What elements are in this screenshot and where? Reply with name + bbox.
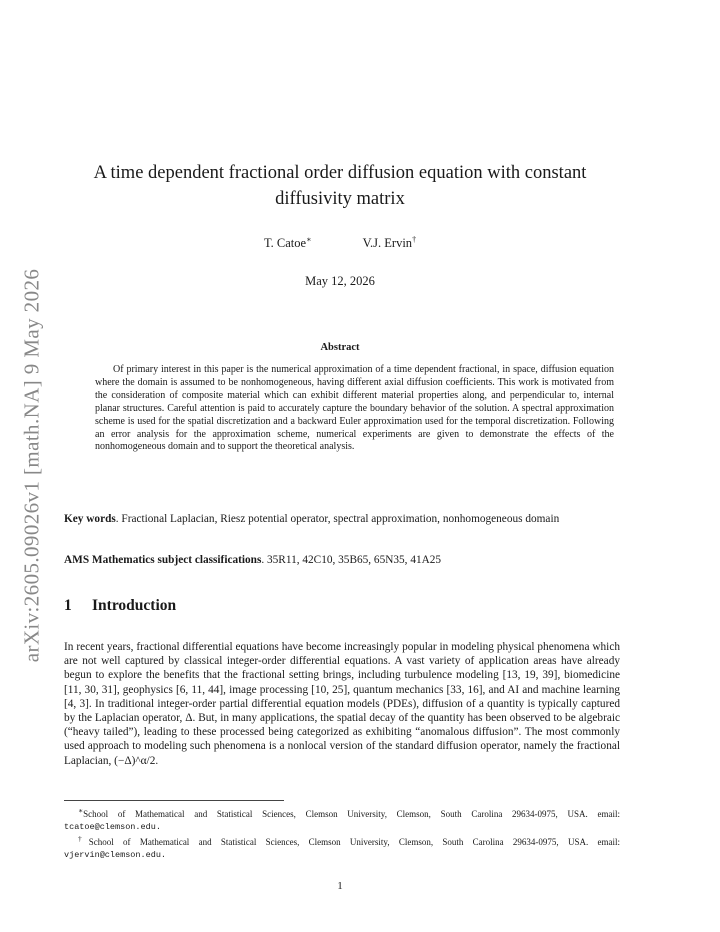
ams-classifications [64,553,620,568]
ams-label: AMS Mathematics subject classifications [64,554,262,566]
introduction-paragraph: In recent years, fractional differential equations have become increasingly popular in modeling physical phenomena which are not well captured by classical integer-order differential equations. A vast variety of application areas have already begun to explore the benefits that the fractional setting brings, including turbulence modeling [13, 19, 39], biomedicine [11, 30, 31], geophysics [6, 11, 44], image processing [10, 25], quantum mechanics [33, 16], and AI and machine learning [4, 3]. In traditional integer-order partial differential equation models (PDEs), diffusion of a quantity is typically captured by the Laplacian operator, Δ. But, in many applications, the spatial decay of the quantity has been observed to be algebraic (“heavy tailed”), leading to these processed being categorized as exhibiting “anomalous diffusion”. The most commonly used approach to modeling such phenomena is a nonlocal version of the standard diffusion operator, namely the fractional Laplacian, (−Δ)^α/2. [64,641,620,767]
footnote-email[interactable]: tcatoe@clemson.edu. [64,821,161,832]
footnote-email-label: email: [597,809,620,819]
arxiv-identifier [4,245,60,685]
section-heading [64,597,176,615]
paper-date: May 12, 2026 [305,274,375,288]
author [363,235,416,251]
ams-text: . 35R11, 42C10, 35B65, 65N35, 41A25 [261,554,442,566]
section-title: Introduction [92,597,177,614]
keywords-label: Key words [64,513,116,525]
paper-title: A time dependent fractional order diffusion equation with constant diffusivity matrix [93,163,587,209]
author-name: T. Catoe [263,236,307,251]
section-number: 1 [64,597,72,614]
footnote [64,805,620,833]
keywords-text: . Fractional Laplacian, Riesz potential operator, spectral approximation, nonhomogeneous domain [115,513,560,525]
footnote [64,833,620,861]
arxiv-identifier-text: arXiv:2605.09026v1 [math.NA] 9 May 2026 [19,268,44,662]
footnote-text: School of Mathematical and Statistical Sciences, Clemson University, Clemson, South Carolina 29634-0975, USA. [83,809,588,819]
keywords [64,512,620,527]
footnote-mark: † [78,834,89,844]
footnote-email-label: email: [597,837,620,848]
abstract-heading: Abstract [320,342,360,353]
footnote-mark: ∗ [78,806,84,815]
footnote-rule [64,800,284,801]
author-footnote-mark: ∗ [306,235,312,244]
footnotes [64,805,620,861]
page-number: 1 [337,880,343,892]
abstract-body: Of primary interest in this paper is the numerical approximation of a time dependent fractional, in space, diffusion equation where the domain is assumed to be nonhomogeneous, having different axial diffusion coefficients. This work is motivated from the consideration of composite material which can exhibit different material properties along, and perpendicular to, internal planar structures. Careful attention is paid to accurately capture the boundary behavior of the solution. A spectral approximation scheme is used for the spatial discretization and a backward Euler approximation used for the temporal discretization. Following an error analysis for the approximation scheme, numerical experiments are given to demonstrate the effects of the nonhomogeneous domain and to support the theoretical analysis. [95,364,614,453]
author-name: V.J. Ervin [362,236,413,251]
footnote-text: School of Mathematical and Statistical Sciences, Clemson University, Clemson, South Carolina 29634-0975, USA. [88,837,589,848]
author [264,235,312,251]
footnote-email[interactable]: vjervin@clemson.edu. [64,849,167,860]
author-list [60,235,620,251]
author-footnote-mark: † [412,235,417,244]
